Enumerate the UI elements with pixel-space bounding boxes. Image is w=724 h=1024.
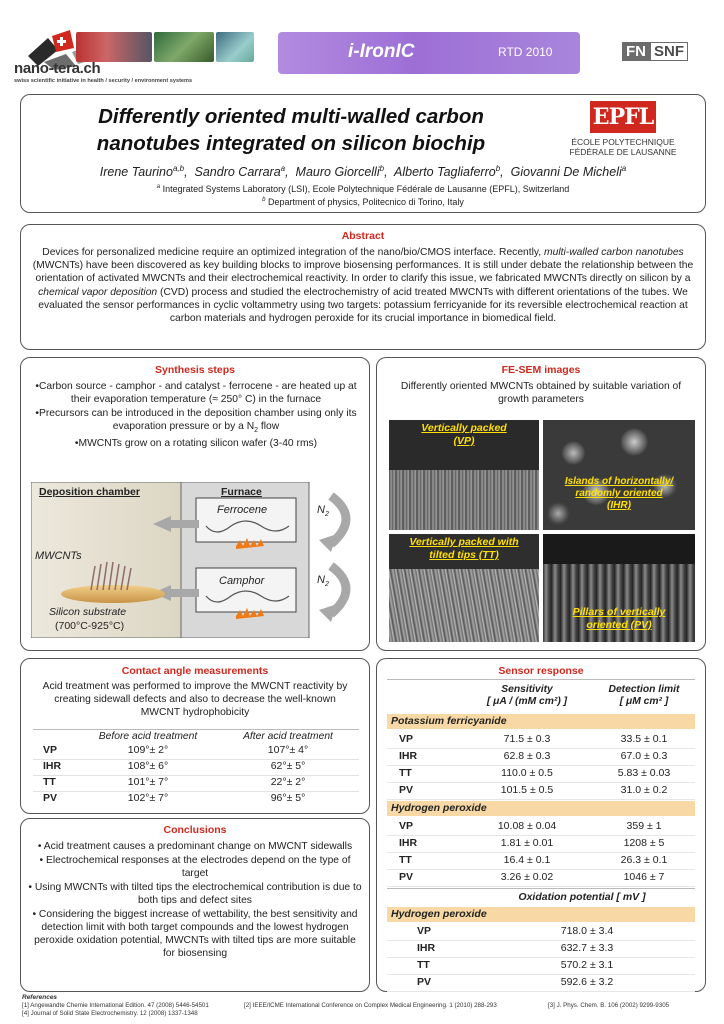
fesem-panel bbox=[376, 357, 706, 651]
sensitivity-value: 10.08 ± 0.04 bbox=[497, 820, 557, 832]
sensitivity-col-unit: [ μA / (mM cm²) ] bbox=[486, 696, 568, 707]
sem-pv-label-1: Pillars of vertically bbox=[572, 606, 666, 618]
rtd-label: RTD 2010 bbox=[498, 45, 553, 59]
author-name: Irene Taurino bbox=[99, 165, 173, 180]
detection-limit-value: 26.3 ± 0.1 bbox=[620, 854, 668, 866]
contact-after-value: 96°± 5° bbox=[270, 792, 306, 804]
author-name: Sandro Carrara bbox=[194, 165, 281, 180]
project-name: i-IronIC bbox=[348, 41, 415, 62]
sensitivity-value: 71.5 ± 0.3 bbox=[503, 733, 551, 745]
sensor-row-label: PV bbox=[399, 871, 414, 883]
fesem-heading: FE-SEM images bbox=[501, 364, 581, 376]
title-line-2: nanotubes integrated on silicon biochip bbox=[96, 132, 486, 155]
affiliation-a: $^a$ Integrated Systems Laboratory (LSI), Ecole Polytechnique Fédérale de Lausanne (EPFL), Switzerland bbox=[156, 184, 570, 194]
contact-row-label: PV bbox=[43, 792, 58, 804]
detection-limit-value: 1208 ± 5 bbox=[623, 837, 665, 849]
sensor-row-label: VP bbox=[399, 820, 414, 832]
mwcnts-label: MWCNTs bbox=[35, 550, 82, 562]
deposition-chamber-label: Deposition chamber bbox=[39, 486, 140, 498]
conclusion-item: • Using MWCNTs with tilted tips the electrochemical contribution is due to both tips and defect sites bbox=[28, 882, 362, 906]
sensor-group-header: Potassium ferricyanide bbox=[387, 714, 695, 729]
contact-col-before: Before acid treatment bbox=[98, 731, 198, 742]
fns-snf-logo bbox=[622, 42, 688, 64]
sensor-row-label: IHR bbox=[417, 942, 436, 954]
reference-1: [1] Angewandte Chemie International Edition. 47 (2008) 5446-54501 bbox=[22, 1002, 209, 1009]
contact-before-value: 101°± 7° bbox=[127, 776, 169, 788]
sensor-row-label: VP bbox=[399, 733, 414, 745]
synthesis-bullet-2: •Precursors can be introduced in the deposition chamber using only its evaporation pressure or by a $N_2$ flow bbox=[35, 408, 357, 435]
oxidation-potential-value: 570.2 ± 3.1 bbox=[560, 959, 614, 971]
synthesis-heading: Synthesis steps bbox=[155, 364, 235, 376]
sensitivity-header bbox=[467, 684, 587, 708]
detection-limit-value: 33.5 ± 0.1 bbox=[620, 733, 668, 745]
author-separator: , bbox=[285, 165, 296, 180]
sensor-row-divider bbox=[387, 799, 695, 800]
reference-2: [2] IEEE/ICME International Conference on Complex Medical Engineering. 1 (2010) 288-293 bbox=[244, 1002, 497, 1009]
sensor-row-label: TT bbox=[417, 959, 430, 971]
abstract-text: Devices for personalized medicine require an optimized integration of the nano/bio/CMOS interface. Recently, multi-walled carbon nanotubes (MWCNTs) have been discovered as key building blocks to improve biosensing performances. It is still under debate the relationship between the orientation of activated MWCNTs and their electrochemical reactivity. In order to clarify this issue, we fabricated MWCNTs directly on silicon by a chemical vapor deposition (CVD) process and studied the electrochemistry of acid treated MWCNTs with different orientations of the tubes. We evaluated the sensor performances in cyclic voltammetry using two targets: potassium ferricyanide for its reversible electrochemical reaction at carbon materials and hydrogen peroxide for its crucial importance in biomedical field. bbox=[32, 247, 694, 325]
affiliation-a-text: Integrated Systems Laboratory (LSI), Ecole Polytechnique Fédérale de Lausanne (EPFL), Switzerland bbox=[162, 184, 570, 194]
sem-ihr-label-1: Islands of horizontally/ bbox=[564, 476, 674, 487]
author-separator: , bbox=[384, 165, 395, 180]
contact-table-header-line bbox=[33, 729, 359, 730]
sensor-row-label: IHR bbox=[399, 750, 418, 762]
author-name: Alberto Tagliaferro bbox=[394, 165, 496, 180]
detection-limit-value: 67.0 ± 0.3 bbox=[620, 750, 668, 762]
abstract-heading: Abstract bbox=[341, 230, 385, 242]
reference-3: [3] J. Phys. Chem. B. 106 (2002) 9299-9305 bbox=[548, 1002, 670, 1009]
detection-col-unit: [ μM cm² ] bbox=[619, 696, 669, 707]
conclusions-list bbox=[27, 840, 363, 961]
epfl-line-1: ÉCOLE POLYTECHNIQUE bbox=[571, 137, 675, 147]
sensor-panel bbox=[376, 658, 706, 992]
temperature-label: (700°C-925°C) bbox=[55, 620, 125, 632]
author-affiliation-mark: a bbox=[621, 164, 627, 173]
synthesis-bullets bbox=[31, 380, 361, 450]
sensor-row-divider bbox=[387, 869, 695, 870]
author-affiliation-mark: b bbox=[379, 164, 385, 173]
contact-after-value: 62°± 5° bbox=[270, 760, 306, 772]
oxidation-potential-value: 632.7 ± 3.3 bbox=[560, 942, 614, 954]
author-separator: , bbox=[500, 165, 511, 180]
snf-text: SNF bbox=[650, 42, 688, 61]
sensor-row-label: TT bbox=[399, 767, 412, 779]
sensor-header-line bbox=[387, 679, 695, 680]
sensitivity-value: 110.0 ± 0.5 bbox=[501, 767, 553, 779]
conclusion-item: • Acid treatment causes a predominant change on MWCNT sidewalls bbox=[37, 841, 353, 852]
author-separator: , bbox=[184, 165, 195, 180]
affiliation-b-text: Department of physics, Politecnico di Torino, Italy bbox=[267, 197, 464, 207]
sensitivity-value: 101.5 ± 0.5 bbox=[500, 784, 554, 796]
substrate-label: Silicon substrate bbox=[49, 606, 127, 618]
detection-limit-value: 359 ± 1 bbox=[626, 820, 662, 832]
sensor-row-divider bbox=[387, 852, 695, 853]
sem-image-vp bbox=[389, 420, 539, 530]
detection-header bbox=[591, 684, 697, 708]
ferrocene-label: Ferrocene bbox=[217, 504, 268, 516]
project-banner bbox=[278, 32, 580, 74]
sensor-row-divider bbox=[387, 782, 695, 783]
sensor-row-label: PV bbox=[399, 784, 414, 796]
sensor-row-divider bbox=[387, 886, 695, 887]
contact-after-value: 22°± 2° bbox=[270, 776, 306, 788]
detection-limit-value: 5.83 ± 0.03 bbox=[617, 767, 671, 779]
author-affiliation-mark: a bbox=[280, 164, 286, 173]
n2-label-top: $N_2$ bbox=[317, 504, 329, 519]
contact-heading: Contact angle measurements bbox=[121, 665, 269, 677]
sem-ihr-label-3: (IHR) bbox=[607, 500, 631, 511]
references-row-1 bbox=[22, 1002, 712, 1010]
camphor-label: Camphor bbox=[219, 575, 265, 587]
n2-label-bottom: $N_2$ bbox=[317, 574, 329, 589]
sensor-row-label: PV bbox=[417, 976, 432, 988]
fesem-subtitle: Differently oriented MWCNTs obtained by suitable variation of growth parameters bbox=[400, 381, 682, 405]
conclusion-item: • Electrochemical responses at the electrodes depend on the type of target bbox=[39, 855, 351, 879]
oxidation-potential-value: 718.0 ± 3.4 bbox=[560, 925, 614, 937]
sensor-row-divider bbox=[387, 748, 695, 749]
abstract-panel bbox=[20, 224, 706, 350]
sensitivity-value: 62.8 ± 0.3 bbox=[503, 750, 551, 762]
synthesis-bullet-3: •MWCNTs grow on a rotating silicon wafer (3-40 rms) bbox=[74, 438, 318, 450]
detection-limit-value: 1046 ± 7 bbox=[623, 871, 665, 883]
references-heading: References bbox=[22, 994, 58, 1001]
contact-row-label: TT bbox=[43, 776, 56, 788]
conclusions-heading: Conclusions bbox=[163, 824, 227, 836]
synthesis-panel bbox=[20, 357, 370, 651]
author-name: Giovanni De Micheli bbox=[510, 165, 622, 180]
sensor-row-divider bbox=[387, 835, 695, 836]
sensor-row-label: IHR bbox=[399, 837, 418, 849]
sem-image-tt bbox=[389, 534, 539, 642]
affiliation-b: $^b$ Department of physics, Politecnico di Torino, Italy bbox=[262, 197, 464, 207]
contact-row-label: VP bbox=[43, 744, 58, 756]
synthesis-bullet-1: •Carbon source - camphor - and catalyst - ferrocene - are heated up at their evaporation temperature (≈ 250° C) in the furnace bbox=[35, 381, 357, 405]
oxidation-section-line bbox=[387, 888, 695, 889]
contact-before-value: 102°± 7° bbox=[127, 792, 169, 804]
oxidation-potential-value: 592.6 ± 3.2 bbox=[560, 976, 614, 988]
header-image-strip-1 bbox=[76, 32, 152, 62]
header-image-strip-3 bbox=[216, 32, 254, 62]
contact-before-value: 108°± 6° bbox=[127, 760, 169, 772]
sem-pv-top-region bbox=[543, 534, 695, 564]
sensitivity-value: 3.26 ± 0.02 bbox=[500, 871, 554, 883]
sensor-row-divider bbox=[387, 957, 695, 958]
sensitivity-value: 1.81 ± 0.01 bbox=[500, 837, 554, 849]
sensitivity-col-title: Sensitivity bbox=[501, 684, 553, 695]
sensor-row-divider bbox=[387, 991, 695, 992]
contact-before-value: 109°± 2° bbox=[127, 744, 169, 756]
epfl-logo bbox=[564, 101, 682, 163]
author-affiliation-mark: b bbox=[495, 164, 501, 173]
cvd-diagram bbox=[31, 482, 365, 638]
header-logo bbox=[14, 26, 254, 88]
author-name: Mauro Giorcelli bbox=[295, 165, 380, 180]
sensor-row-label: TT bbox=[399, 854, 412, 866]
references bbox=[22, 994, 712, 1018]
sensor-row-divider bbox=[387, 940, 695, 941]
sensor-group-header: Hydrogen peroxide bbox=[387, 801, 695, 816]
sensitivity-value: 16.4 ± 0.1 bbox=[503, 854, 551, 866]
logo-text: nano-tera.ch bbox=[14, 60, 101, 77]
sem-tt-label-2: tilted tips (TT) bbox=[429, 549, 499, 561]
title-line-1: Differently oriented multi-walled carbon bbox=[98, 105, 484, 128]
authors bbox=[21, 164, 705, 179]
header-image-strip-2 bbox=[154, 32, 214, 62]
sensor-row-divider bbox=[387, 765, 695, 766]
contact-angle-panel bbox=[20, 658, 370, 814]
contact-col-after: After acid treatment bbox=[243, 731, 333, 742]
sem-ihr-label-2: randomly oriented bbox=[575, 488, 663, 499]
conclusions-panel bbox=[20, 818, 370, 992]
author-affiliation-mark: a,b bbox=[172, 164, 185, 173]
sem-vp-label-2: (VP) bbox=[453, 435, 475, 447]
contact-text: Acid treatment was performed to improve the MWCNT reactivity by creating sidewall defects and also to decrease the well-known MWCNT hydrophobicity bbox=[42, 681, 348, 718]
title-panel bbox=[20, 94, 706, 213]
sensor-row-label: VP bbox=[417, 925, 432, 937]
sem-image-ihr bbox=[543, 420, 695, 530]
reference-4: [4] Journal of Solid State Electrochemistry. 12 (2008) 1337-1348 bbox=[22, 1010, 198, 1017]
logo-subtitle: swiss scientific initiative in health / security / environment systems bbox=[14, 78, 193, 84]
fns-text: FN bbox=[622, 42, 650, 61]
epfl-line-2: FÉDÉRALE DE LAUSANNE bbox=[569, 147, 677, 157]
detection-col-title: Detection limit bbox=[608, 684, 680, 695]
sem-pv-label-2: oriented (PV) bbox=[586, 619, 652, 631]
sem-tt-label-1: Vertically packed with bbox=[409, 536, 519, 548]
detection-limit-value: 31.0 ± 0.2 bbox=[620, 784, 668, 796]
contact-after-value: 107°± 4° bbox=[267, 744, 309, 756]
sensor-row-divider bbox=[387, 974, 695, 975]
epfl-logo-mark: EPFL bbox=[590, 101, 656, 133]
sem-image-pv bbox=[543, 534, 695, 642]
poster-title bbox=[21, 103, 561, 157]
oxidation-potential-header: Oxidation potential [ mV ] bbox=[518, 891, 646, 903]
contact-row-label: IHR bbox=[43, 760, 62, 772]
furnace-label: Furnace bbox=[221, 486, 262, 498]
sensor-group-header: Hydrogen peroxide bbox=[387, 907, 695, 922]
sensor-heading: Sensor response bbox=[498, 665, 584, 677]
sem-vp-label-1: Vertically packed bbox=[421, 422, 507, 434]
conclusion-item: • Considering the biggest increase of wettability, the best sensitivity and detection limit with both target compounds and the lowest hydrogen peroxide oxidation potential, MWCNTs with tilted tips are more suitable for biosensing bbox=[32, 909, 358, 959]
